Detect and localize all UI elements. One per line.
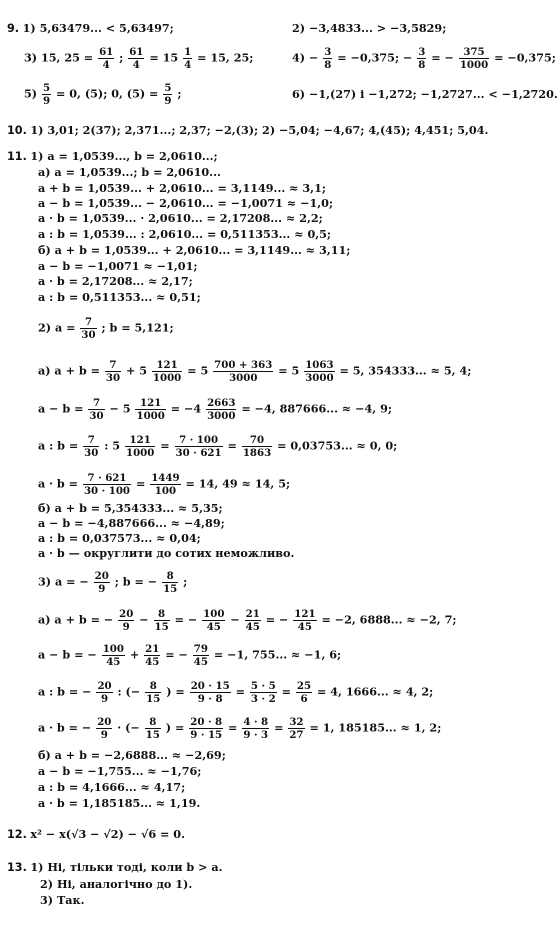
p11-a-line-6: a − b = −1,0071 ≈ −1,01; — [38, 259, 198, 273]
p11-b-line-0: б) a + b = 5,354333... ≈ 5,35; — [38, 501, 223, 515]
problem-9-item-4: 4) − $\frac{3}{8}$ = −0,375; − $\frac{3}{8}$ = − $\frac{375}{1000}$ = −0,375; — [292, 46, 556, 71]
problem-9-item-1: 1) 5,63479... < 5,63497; — [22, 21, 174, 35]
problem-12-text: x² − x(√3 − √2) − √6 = 0. — [30, 827, 185, 841]
p11-a-line-2: a − b = 1,0539... − 2,0610... = −1,0071 ≈ −1,0; — [38, 196, 334, 210]
p11-q4: a · b = − $\frac{20}{9}$ · (− $\frac{8}{15}$ ) = $\frac{20 \cdot 8}{9 \cdot 15}$ = $\frac{4 \cdot 8}{9 \cdot 3}$ = $\frac{32}{27}$ = 1, 185185... ≈ 1, 2; — [38, 716, 442, 741]
p11-c-line-3: a · b = 1,185185... ≈ 1,19. — [38, 796, 201, 810]
p11-a-line-1: a + b = 1,0539... + 2,0610... = 3,1149... ≈ 3,1; — [38, 181, 326, 195]
problem-13-line-3: 3) Так. — [40, 893, 85, 907]
p11-c-line-2: a : b = 4,1666... ≈ 4,17; — [38, 780, 186, 794]
problem-13-line-1: 13. 1) Ні, тільки тоді, коли b > a. — [7, 860, 223, 874]
p11-q2: a − b = − $\frac{100}{45}$ + $\frac{21}{45}$ = − $\frac{79}{45}$ = −1, 755... ≈ −1, 6; — [38, 643, 342, 668]
p11-b-line-2: a : b = 0,037573... ≈ 0,04; — [38, 531, 201, 545]
p11-b-line-1: a − b = −4,887666... ≈ −4,89; — [38, 516, 225, 530]
p11-part-3-head: 3) a = − $\frac{20}{9}$ ; b = − $\frac{8}{15}$ ; — [38, 570, 188, 595]
p11-part-2-head: 2) a = $\frac{7}{30}$ ; b = 5,121; — [38, 316, 174, 341]
p11-r2: a − b = $\frac{7}{30}$ − 5 $\frac{121}{1000}$ = −4 $\frac{2663}{3000}$ = −4, 887666... ≈ −4, 9; — [38, 397, 392, 422]
p11-r4: a · b = $\frac{7 \cdot 621}{30 \cdot 100}$ = $\frac{1449}{100}$ = 14, 49 ≈ 14, 5; — [38, 472, 291, 497]
p11-q3: a : b = − $\frac{20}{9}$ : (− $\frac{8}{15}$ ) = $\frac{20 \cdot 15}{9 \cdot 8}$ = $\frac{5 \cdot 5}{3 \cdot 2}$ = $\frac{25}{6}$ = 4, 1666... ≈ 4, 2; — [38, 680, 434, 705]
problem-9-item-3: 3) 15, 25 = $\frac{61}{4}$ ; $\frac{61}{4}$ = 15 $\frac{1}{4}$ = 15, 25; — [24, 46, 254, 71]
problem-10-text: 1) 3,01; 2(37); 2,371...; 2,37; −2,(3); 2) −5,04; −4,67; 4,(45); 4,451; 5,04. — [30, 123, 489, 137]
problem-9-number: 9. — [7, 22, 20, 35]
p11-b-line-3: a · b — округлити до сотих неможливо. — [38, 546, 295, 560]
p11-r1: а) a + b = $\frac{7}{30}$ + 5 $\frac{121}{1000}$ = 5 $\frac{700 + 363}{3000}$ = 5 $\frac{1063}{3000}$ = 5, 354333... ≈ 5, 4; — [38, 359, 472, 384]
problem-13-number: 13. — [7, 861, 27, 874]
p11-a-line-0: а) a = 1,0539...; b = 2,0610... — [38, 165, 221, 179]
p11-a-line-4: a : b = 1,0539... : 2,0610... = 0,511353... ≈ 0,5; — [38, 227, 332, 241]
problem-9-item-5: 5) $\frac{5}{9}$ = 0, (5); 0, (5) = $\frac{5}{9}$ ; — [24, 82, 182, 107]
problem-12 — [7, 828, 185, 841]
problem-10 — [7, 124, 488, 137]
p11-a-line-3: a · b = 1,0539... · 2,0610... = 2,17208... ≈ 2,2; — [38, 211, 323, 225]
p11-a-line-7: a · b = 2,17208... ≈ 2,17; — [38, 274, 193, 288]
p11-c-line-0: б) a + b = −2,6888... ≈ −2,69; — [38, 748, 226, 762]
problem-11-number: 11. — [7, 150, 27, 163]
p11-c-line-1: a − b = −1,755... ≈ −1,76; — [38, 764, 202, 778]
problem-12-number: 12. — [7, 828, 27, 841]
p11-q1: а) a + b = − $\frac{20}{9}$ − $\frac{8}{15}$ = − $\frac{100}{45}$ − $\frac{21}{45}$ = − $\frac{121}{45}$ = −2, 6888... ≈ −2, 7; — [38, 608, 457, 633]
p11-a-line-5: б) a + b = 1,0539... + 2,0610... = 3,1149... ≈ 3,11; — [38, 243, 351, 257]
p11-r3: a : b = $\frac{7}{30}$ : 5 $\frac{121}{1000}$ = $\frac{7 \cdot 100}{30 \cdot 621}$ = $\frac{70}{1863}$ = 0,03753... ≈ 0, 0; — [38, 434, 398, 459]
problem-11-head: 11. 1) a = 1,0539..., b = 2,0610...; — [7, 149, 218, 163]
problem-10-number: 10. — [7, 124, 27, 137]
p11-a-line-8: a : b = 0,511353... ≈ 0,51; — [38, 290, 201, 304]
problem-9-item-2: 2) −3,4833... > −3,5829; — [292, 21, 447, 35]
problem-13-line-2: 2) Ні, аналогічно до 1). — [40, 877, 193, 891]
problem-9-item-6: 6) −1,(27) і −1,272; −1,2727... < −1,2720. — [292, 87, 558, 101]
problem-9-line-1 — [7, 22, 174, 35]
